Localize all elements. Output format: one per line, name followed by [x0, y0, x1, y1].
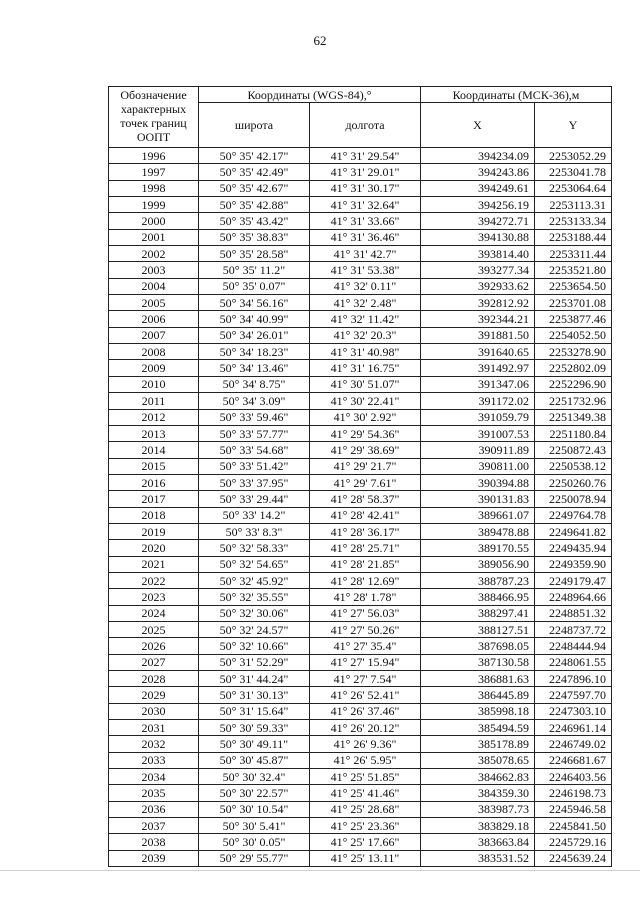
table-row: [109, 327, 612, 343]
y-header: Y: [535, 103, 612, 148]
x-cell: 394249.61: [421, 180, 535, 196]
table-row: [109, 164, 612, 180]
longitude-cell: 41° 25' 23.36": [310, 818, 421, 834]
point-id-cell: 2027: [109, 654, 199, 670]
x-cell: 390131.83: [421, 491, 535, 507]
y-cell: 2245729.16: [535, 834, 612, 850]
x-cell: 389170.55: [421, 540, 535, 556]
x-cell: 384662.83: [421, 769, 535, 785]
point-id-cell: 2030: [109, 703, 199, 719]
latitude-cell: 50° 32' 45.92": [199, 572, 310, 588]
latitude-cell: 50° 35' 42.67": [199, 180, 310, 196]
x-cell: 392344.21: [421, 311, 535, 327]
y-cell: 2252802.09: [535, 360, 612, 376]
table-row: [109, 523, 612, 539]
table-row: [109, 589, 612, 605]
y-cell: 2250078.94: [535, 491, 612, 507]
longitude-cell: 41° 27' 35.4": [310, 638, 421, 654]
x-cell: 383987.73: [421, 801, 535, 817]
point-id-cell: 2037: [109, 818, 199, 834]
y-cell: 2253052.29: [535, 148, 612, 164]
y-cell: 2246749.02: [535, 736, 612, 752]
x-cell: 394243.86: [421, 164, 535, 180]
y-cell: 2248851.32: [535, 605, 612, 621]
table-row: [109, 148, 612, 164]
point-id-cell: 2000: [109, 213, 199, 229]
longitude-cell: 41° 31' 53.38": [310, 262, 421, 278]
x-cell: 391881.50: [421, 327, 535, 343]
y-cell: 2253113.31: [535, 197, 612, 213]
longitude-cell: 41° 29' 7.61": [310, 474, 421, 490]
longitude-cell: 41° 25' 13.11": [310, 850, 421, 866]
longitude-cell: 41° 28' 36.17": [310, 523, 421, 539]
point-id-cell: 2011: [109, 393, 199, 409]
point-column-header: Обозначение характерных точек границ ООПТ: [109, 87, 199, 148]
x-cell: 388466.95: [421, 589, 535, 605]
point-id-cell: 2001: [109, 229, 199, 245]
x-cell: 391172.02: [421, 393, 535, 409]
y-cell: 2247597.70: [535, 687, 612, 703]
x-cell: 383663.84: [421, 834, 535, 850]
table-row: [109, 180, 612, 196]
point-id-cell: 1999: [109, 197, 199, 213]
longitude-cell: 41° 27' 50.26": [310, 621, 421, 637]
x-cell: 385178.89: [421, 736, 535, 752]
latitude-cell: 50° 29' 55.77": [199, 850, 310, 866]
latitude-cell: 50° 34' 18.23": [199, 344, 310, 360]
bottom-rule: [0, 870, 640, 871]
point-id-cell: 2039: [109, 850, 199, 866]
longitude-cell: 41° 25' 41.46": [310, 785, 421, 801]
y-cell: 2248061.55: [535, 654, 612, 670]
longitude-cell: 41° 31' 32.64": [310, 197, 421, 213]
latitude-cell: 50° 30' 32.4": [199, 769, 310, 785]
x-cell: 393814.40: [421, 246, 535, 262]
longitude-cell: 41° 31' 29.01": [310, 164, 421, 180]
point-id-cell: 2029: [109, 687, 199, 703]
y-cell: 2245946.58: [535, 801, 612, 817]
y-cell: 2245639.24: [535, 850, 612, 866]
longitude-cell: 41° 31' 30.17": [310, 180, 421, 196]
latitude-cell: 50° 31' 52.29": [199, 654, 310, 670]
y-cell: 2250538.12: [535, 458, 612, 474]
x-cell: 389661.07: [421, 507, 535, 523]
latitude-cell: 50° 30' 22.57": [199, 785, 310, 801]
table-row: [109, 393, 612, 409]
longitude-cell: 41° 31' 42.7": [310, 246, 421, 262]
latitude-cell: 50° 30' 5.41": [199, 818, 310, 834]
latitude-cell: 50° 30' 0.05": [199, 834, 310, 850]
longitude-cell: 41° 32' 11.42": [310, 311, 421, 327]
table-row: [109, 295, 612, 311]
table-row: [109, 213, 612, 229]
table-row: [109, 376, 612, 392]
longitude-cell: 41° 26' 20.12": [310, 720, 421, 736]
table-row: [109, 344, 612, 360]
x-cell: 391007.53: [421, 425, 535, 441]
latitude-cell: 50° 32' 10.66": [199, 638, 310, 654]
point-id-cell: 2006: [109, 311, 199, 327]
table-row: [109, 621, 612, 637]
point-id-cell: 2036: [109, 801, 199, 817]
y-cell: 2251732.96: [535, 393, 612, 409]
y-cell: 2246681.67: [535, 752, 612, 768]
x-cell: 394256.19: [421, 197, 535, 213]
table-row: [109, 605, 612, 621]
point-id-cell: 1996: [109, 148, 199, 164]
table-row: [109, 425, 612, 441]
latitude-cell: 50° 31' 15.64": [199, 703, 310, 719]
y-cell: 2249435.94: [535, 540, 612, 556]
latitude-cell: 50° 31' 44.24": [199, 671, 310, 687]
longitude-cell: 41° 29' 21.7": [310, 458, 421, 474]
latitude-cell: 50° 30' 49.11": [199, 736, 310, 752]
longitude-cell: 41° 30' 22.41": [310, 393, 421, 409]
y-cell: 2248964.66: [535, 589, 612, 605]
x-cell: 394234.09: [421, 148, 535, 164]
x-cell: 390911.89: [421, 442, 535, 458]
longitude-cell: 41° 25' 51.85": [310, 769, 421, 785]
y-cell: 2249359.90: [535, 556, 612, 572]
y-cell: 2245841.50: [535, 818, 612, 834]
longitude-cell: 41° 28' 42.41": [310, 507, 421, 523]
latitude-cell: 50° 34' 8.75": [199, 376, 310, 392]
point-id-cell: 2009: [109, 360, 199, 376]
table-row: [109, 671, 612, 687]
latitude-cell: 50° 32' 30.06": [199, 605, 310, 621]
point-id-cell: 2034: [109, 769, 199, 785]
longitude-cell: 41° 26' 9.36": [310, 736, 421, 752]
latitude-cell: 50° 30' 10.54": [199, 801, 310, 817]
latitude-cell: 50° 34' 40.99": [199, 311, 310, 327]
point-id-cell: 2019: [109, 523, 199, 539]
x-cell: 391347.06: [421, 376, 535, 392]
latitude-cell: 50° 33' 37.95": [199, 474, 310, 490]
x-cell: 385998.18: [421, 703, 535, 719]
y-cell: 2251180.84: [535, 425, 612, 441]
longitude-cell: 41° 26' 37.46": [310, 703, 421, 719]
latitude-cell: 50° 31' 30.13": [199, 687, 310, 703]
point-id-cell: 2013: [109, 425, 199, 441]
latitude-cell: 50° 33' 51.42": [199, 458, 310, 474]
longitude-cell: 41° 28' 21.85": [310, 556, 421, 572]
table-row: [109, 654, 612, 670]
table-row: [109, 785, 612, 801]
point-id-cell: 2026: [109, 638, 199, 654]
x-cell: 385494.59: [421, 720, 535, 736]
point-id-cell: 2020: [109, 540, 199, 556]
x-cell: 394272.71: [421, 213, 535, 229]
wgs-header: Координаты (WGS-84),°: [199, 87, 421, 103]
point-id-cell: 2035: [109, 785, 199, 801]
table-row: [109, 246, 612, 262]
point-id-cell: 2024: [109, 605, 199, 621]
y-cell: 2253188.44: [535, 229, 612, 245]
point-id-cell: 2033: [109, 752, 199, 768]
latitude-cell: 50° 30' 45.87": [199, 752, 310, 768]
latitude-cell: 50° 33' 29.44": [199, 491, 310, 507]
table-row: [109, 278, 612, 294]
latitude-cell: 50° 32' 35.55": [199, 589, 310, 605]
point-id-cell: 2002: [109, 246, 199, 262]
x-cell: 386445.89: [421, 687, 535, 703]
point-id-cell: 2018: [109, 507, 199, 523]
latitude-cell: 50° 35' 0.07": [199, 278, 310, 294]
longitude-cell: 41° 27' 15.94": [310, 654, 421, 670]
latitude-header: широта: [199, 103, 310, 148]
table-row: [109, 507, 612, 523]
longitude-cell: 41° 31' 16.75": [310, 360, 421, 376]
longitude-cell: 41° 31' 33.66": [310, 213, 421, 229]
y-cell: 2247896.10: [535, 671, 612, 687]
latitude-cell: 50° 34' 26.01": [199, 327, 310, 343]
point-id-cell: 2023: [109, 589, 199, 605]
table-row: [109, 262, 612, 278]
x-cell: 393277.34: [421, 262, 535, 278]
table-body: [109, 148, 612, 867]
longitude-cell: 41° 26' 52.41": [310, 687, 421, 703]
table-row: [109, 197, 612, 213]
longitude-cell: 41° 29' 54.36": [310, 425, 421, 441]
y-cell: 2253133.34: [535, 213, 612, 229]
longitude-cell: 41° 32' 0.11": [310, 278, 421, 294]
x-cell: 383531.52: [421, 850, 535, 866]
point-id-cell: 2021: [109, 556, 199, 572]
msk-header: Координаты (МСК-36),м: [421, 87, 612, 103]
latitude-cell: 50° 35' 42.17": [199, 148, 310, 164]
table-row: [109, 491, 612, 507]
point-id-cell: 2003: [109, 262, 199, 278]
longitude-cell: 41° 27' 56.03": [310, 605, 421, 621]
y-cell: 2253311.44: [535, 246, 612, 262]
longitude-cell: 41° 28' 25.71": [310, 540, 421, 556]
x-cell: 394130.88: [421, 229, 535, 245]
point-id-cell: 2038: [109, 834, 199, 850]
y-cell: 2251349.38: [535, 409, 612, 425]
y-cell: 2248444.94: [535, 638, 612, 654]
latitude-cell: 50° 35' 42.49": [199, 164, 310, 180]
latitude-cell: 50° 34' 3.09": [199, 393, 310, 409]
y-cell: 2246961.14: [535, 720, 612, 736]
point-id-cell: 1998: [109, 180, 199, 196]
latitude-cell: 50° 32' 54.65": [199, 556, 310, 572]
point-id-cell: 2007: [109, 327, 199, 343]
latitude-cell: 50° 35' 38.83": [199, 229, 310, 245]
table-row: [109, 703, 612, 719]
point-id-cell: 2016: [109, 474, 199, 490]
latitude-cell: 50° 35' 42.88": [199, 197, 310, 213]
y-cell: 2250872.43: [535, 442, 612, 458]
x-cell: 391059.79: [421, 409, 535, 425]
x-cell: 388127.51: [421, 621, 535, 637]
table-row: [109, 458, 612, 474]
point-id-cell: 2004: [109, 278, 199, 294]
table-row: [109, 572, 612, 588]
longitude-cell: 41° 31' 29.54": [310, 148, 421, 164]
x-cell: 392933.62: [421, 278, 535, 294]
longitude-cell: 41° 26' 5.95": [310, 752, 421, 768]
table-row: [109, 474, 612, 490]
latitude-cell: 50° 34' 13.46": [199, 360, 310, 376]
x-cell: 384359.30: [421, 785, 535, 801]
x-cell: 388787.23: [421, 572, 535, 588]
longitude-cell: 41° 28' 1.78": [310, 589, 421, 605]
point-id-cell: 1997: [109, 164, 199, 180]
latitude-cell: 50° 30' 59.33": [199, 720, 310, 736]
y-cell: 2254052.50: [535, 327, 612, 343]
longitude-cell: 41° 29' 38.69": [310, 442, 421, 458]
longitude-cell: 41° 28' 12.69": [310, 572, 421, 588]
y-cell: 2247303.10: [535, 703, 612, 719]
x-cell: 389478.88: [421, 523, 535, 539]
table-row: [109, 720, 612, 736]
x-cell: 392812.92: [421, 295, 535, 311]
y-cell: 2248737.72: [535, 621, 612, 637]
point-id-cell: 2025: [109, 621, 199, 637]
longitude-cell: 41° 25' 17.66": [310, 834, 421, 850]
y-cell: 2253877.46: [535, 311, 612, 327]
y-cell: 2246198.73: [535, 785, 612, 801]
table-row: [109, 638, 612, 654]
longitude-cell: 41° 31' 36.46": [310, 229, 421, 245]
latitude-cell: 50° 33' 59.46": [199, 409, 310, 425]
y-cell: 2253521.80: [535, 262, 612, 278]
y-cell: 2253064.64: [535, 180, 612, 196]
x-cell: 387698.05: [421, 638, 535, 654]
point-id-cell: 2022: [109, 572, 199, 588]
coordinates-table: [108, 86, 612, 867]
point-id-cell: 2031: [109, 720, 199, 736]
x-cell: 385078.65: [421, 752, 535, 768]
point-id-cell: 2010: [109, 376, 199, 392]
y-cell: 2253278.90: [535, 344, 612, 360]
x-cell: 389056.90: [421, 556, 535, 572]
table-row: [109, 556, 612, 572]
longitude-cell: 41° 31' 40.98": [310, 344, 421, 360]
table-row: [109, 442, 612, 458]
x-cell: 386881.63: [421, 671, 535, 687]
x-cell: 387130.58: [421, 654, 535, 670]
table-row: [109, 687, 612, 703]
table-row: [109, 850, 612, 866]
point-id-cell: 2017: [109, 491, 199, 507]
table-row: [109, 736, 612, 752]
y-cell: 2249641.82: [535, 523, 612, 539]
y-cell: 2253041.78: [535, 164, 612, 180]
table-row: [109, 801, 612, 817]
latitude-cell: 50° 33' 8.3": [199, 523, 310, 539]
y-cell: 2249179.47: [535, 572, 612, 588]
table-row: [109, 360, 612, 376]
table-row: [109, 229, 612, 245]
point-id-cell: 2028: [109, 671, 199, 687]
table-row: [109, 540, 612, 556]
latitude-cell: 50° 33' 57.77": [199, 425, 310, 441]
longitude-cell: 41° 32' 20.3": [310, 327, 421, 343]
y-cell: 2252296.90: [535, 376, 612, 392]
point-id-cell: 2005: [109, 295, 199, 311]
latitude-cell: 50° 32' 58.33": [199, 540, 310, 556]
longitude-cell: 41° 30' 2.92": [310, 409, 421, 425]
x-cell: 388297.41: [421, 605, 535, 621]
longitude-cell: 41° 30' 51.07": [310, 376, 421, 392]
latitude-cell: 50° 32' 24.57": [199, 621, 310, 637]
x-cell: 383829.18: [421, 818, 535, 834]
y-cell: 2253654.50: [535, 278, 612, 294]
longitude-cell: 41° 28' 58.37": [310, 491, 421, 507]
point-id-cell: 2014: [109, 442, 199, 458]
point-id-cell: 2012: [109, 409, 199, 425]
y-cell: 2246403.56: [535, 769, 612, 785]
table-row: [109, 769, 612, 785]
x-cell: 390811.00: [421, 458, 535, 474]
latitude-cell: 50° 33' 14.2": [199, 507, 310, 523]
page-number: 62: [313, 33, 327, 48]
latitude-cell: 50° 35' 43.42": [199, 213, 310, 229]
table-row: [109, 752, 612, 768]
x-cell: 391640.65: [421, 344, 535, 360]
table-row: [109, 311, 612, 327]
x-cell: 391492.97: [421, 360, 535, 376]
longitude-cell: 41° 27' 7.54": [310, 671, 421, 687]
table-row: [109, 818, 612, 834]
point-id-cell: 2015: [109, 458, 199, 474]
y-cell: 2250260.76: [535, 474, 612, 490]
x-cell: 390394.88: [421, 474, 535, 490]
point-id-cell: 2008: [109, 344, 199, 360]
latitude-cell: 50° 35' 28.58": [199, 246, 310, 262]
longitude-cell: 41° 32' 2.48": [310, 295, 421, 311]
latitude-cell: 50° 33' 54.68": [199, 442, 310, 458]
longitude-header: долгота: [310, 103, 421, 148]
latitude-cell: 50° 35' 11.2": [199, 262, 310, 278]
table-row: [109, 409, 612, 425]
x-header: X: [421, 103, 535, 148]
point-id-cell: 2032: [109, 736, 199, 752]
y-cell: 2249764.78: [535, 507, 612, 523]
table-row: [109, 834, 612, 850]
latitude-cell: 50° 34' 56.16": [199, 295, 310, 311]
longitude-cell: 41° 25' 28.68": [310, 801, 421, 817]
y-cell: 2253701.08: [535, 295, 612, 311]
